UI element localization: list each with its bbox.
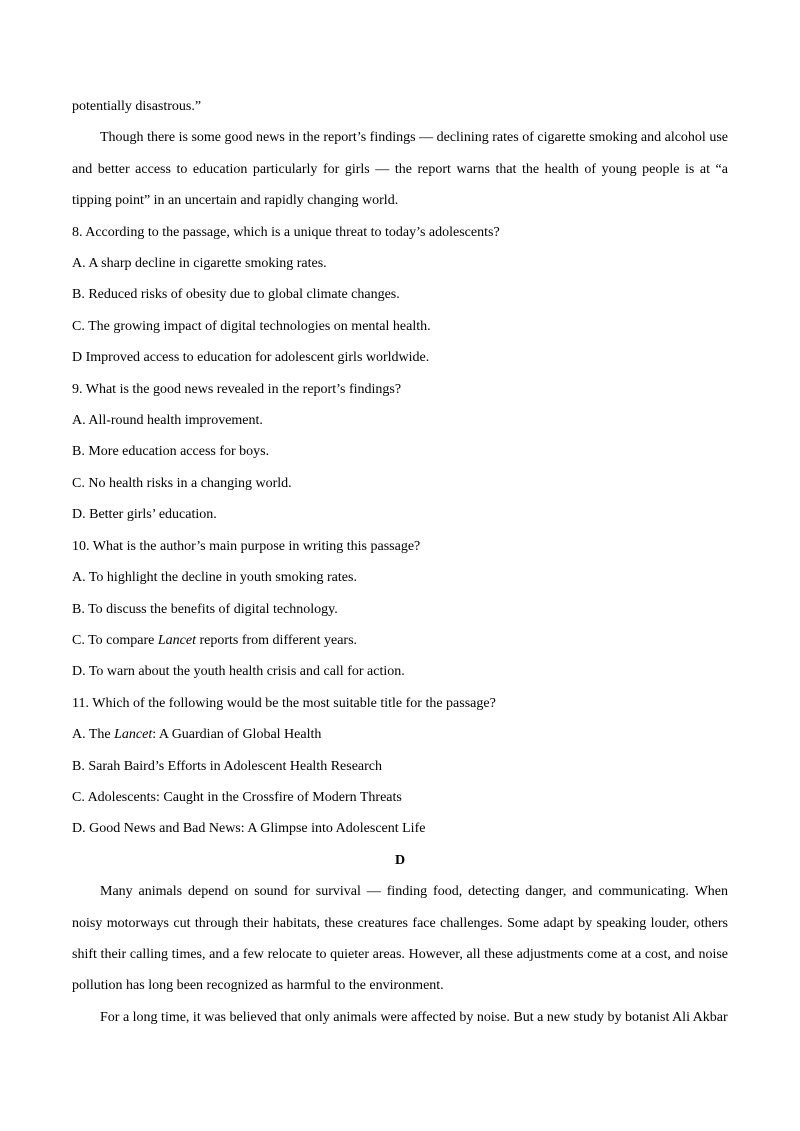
- question-9-option-c: C. No health risks in a changing world.: [72, 475, 292, 491]
- question-9-stem: 9. What is the good news revealed in the report’s findings?: [72, 381, 402, 397]
- question-9-option-b: B. More education access for boys.: [72, 444, 270, 460]
- question-8-option-d: D Improved access to education for adolescent girls worldwide.: [72, 350, 430, 366]
- section-d-header: D: [394, 852, 406, 868]
- question-8-option-b: B. Reduced risks of obesity due to global climate changes.: [72, 287, 400, 303]
- question-10-option-c: [72, 625, 728, 656]
- question-9-option-a: A. All-round health improvement.: [72, 413, 263, 429]
- question-8-option-a: A. A sharp decline in cigarette smoking rates.: [72, 256, 327, 272]
- question-10-option-a: A. To highlight the decline in youth smoking rates.: [72, 570, 357, 586]
- intro-paragraph: Though there is some good news in the report’s findings — declining rates of cigarette smoking and alcohol use and better access to education particularly for girls — the report warns that the health of young people is at “a tipping point” in an uncertain and rapidly changing world.: [72, 130, 728, 209]
- passage-d-paragraph-2: For a long time, it was believed that only animals were affected by noise. But a new study by botanist Ali Akbar: [100, 1009, 728, 1025]
- option-text-pre: A. The: [72, 727, 115, 743]
- question-11-option-c: C. Adolescents: Caught in the Crossfire of Modern Threats: [72, 789, 402, 805]
- question-9-option-d: D. Better girls’ education.: [72, 507, 217, 523]
- option-text-pre: C. To compare: [72, 632, 158, 648]
- question-10-option-b: B. To discuss the benefits of digital technology.: [72, 601, 338, 617]
- question-10-stem: 10. What is the author’s main purpose in writing this passage?: [72, 538, 421, 554]
- question-8-option-c: C. The growing impact of digital technologies on mental health.: [72, 318, 431, 334]
- option-text-post: : A Guardian of Global Health: [152, 727, 322, 743]
- italic-lancet: Lancet: [157, 632, 196, 648]
- question-11-option-b: B. Sarah Baird’s Efforts in Adolescent Health Research: [72, 758, 382, 774]
- question-11-option-a: [72, 719, 728, 750]
- paragraph-fragment: potentially disastrous.”: [72, 99, 202, 114]
- question-10-option-d: D. To warn about the youth health crisis and call for action.: [72, 664, 405, 680]
- italic-lancet: Lancet: [114, 727, 153, 743]
- question-8-stem: 8. According to the passage, which is a unique threat to today’s adolescents?: [72, 224, 500, 240]
- option-text-post: reports from different years.: [195, 632, 358, 648]
- question-11-option-d: D. Good News and Bad News: A Glimpse into Adolescent Life: [72, 821, 426, 837]
- passage-d-paragraph-1: Many animals depend on sound for survival — finding food, detecting danger, and communicating. When noisy motorways cut through their habitats, these creatures face challenges. Some adapt by speaking louder, others shift their calling times, and a few relocate to quieter areas. However, all these adjustments come at a cost, and noise pollution has long been recognized as harmful to the environment.: [72, 884, 728, 994]
- question-11-stem: 11. Which of the following would be the most suitable title for the passage?: [72, 695, 496, 711]
